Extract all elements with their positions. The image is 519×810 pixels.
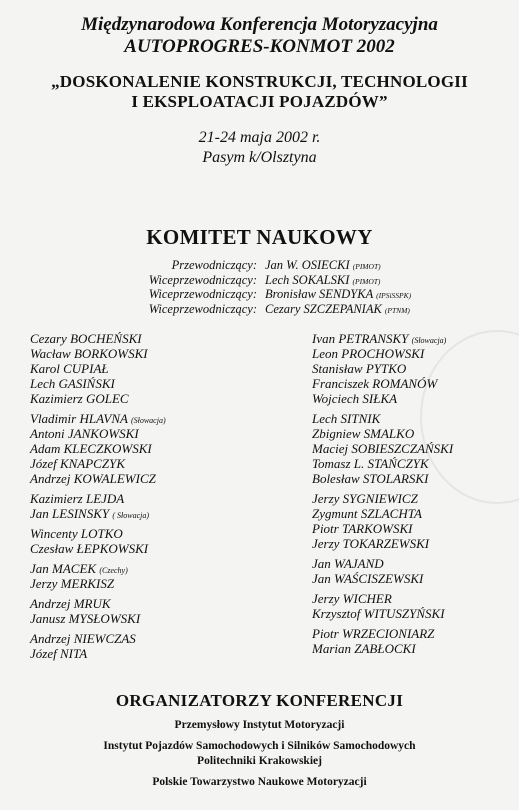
committee-member [30,491,166,506]
member-name: Jan WAŚCISZEWSKI [312,571,424,586]
chair-institution: (PIMOT) [352,276,381,286]
committee-member [30,576,166,591]
conference-acronym: AUTOPROGRES-KONMOT 2002 [124,36,395,57]
chair-institution: (PIMOT) [352,262,381,271]
committee-member [312,556,453,571]
committee-member [30,611,166,626]
committee-member [312,331,453,346]
committee-member [30,331,166,346]
committee-member [312,391,453,406]
committee-member [312,571,453,586]
members-left-column [30,331,166,661]
committee-member [30,426,166,441]
member-name: Jan WAJAND [312,556,384,571]
member-name: Wincenty LOTKO [30,526,123,541]
conference-location: Pasym k/Olsztyna [202,149,317,166]
committee-member [30,346,166,361]
member-name: Wojciech SIŁKA [312,391,398,406]
member-name: Stanisław PYTKO [312,361,407,376]
member-name: Piotr WRZECIONIARZ [312,626,435,641]
committee-title: KOMITET NAUKOWY [146,225,373,249]
committee-member [30,631,166,646]
committee-member [312,471,453,486]
member-name: Adam KLECZKOWSKI [30,441,152,456]
committee-member [30,526,166,541]
chair-name [265,302,410,319]
committee-member [312,426,453,441]
organizer-ptnm: Polskie Towarzystwo Naukowe Motoryzacji [152,776,367,788]
chair-role: Wiceprzewodniczący: [148,287,257,301]
member-name: Vladimir HLAVNA [30,411,128,426]
chair-institution: (PTNM) [384,305,410,315]
member-name: Kazimierz LEJDA [30,491,125,506]
member-name: Ivan PETRANSKY [312,331,409,346]
chair-row [0,287,519,302]
chair-person: Lech SOKALSKI [265,272,350,287]
chair-institution: (IPSiSSPK) [376,291,412,300]
member-name: Jerzy MERKISZ [30,576,115,591]
member-name: Bolesław STOLARSKI [312,471,429,486]
member-name: Piotr TARKOWSKI [312,521,413,536]
conference-theme-line1: „DOSKONALENIE KONSTRUKCJI, TECHNOLOGII [51,72,468,91]
committee-member [30,411,166,426]
committee-member [312,376,453,391]
member-name: Andrzej KOWALEWICZ [30,471,156,486]
committee-member [30,561,166,576]
committee-member [312,521,453,536]
member-country-note: ( Słowacja) [112,511,150,520]
member-name: Lech GASIŃSKI [30,376,115,391]
committee-member [30,376,166,391]
organizer-pimot: Przemysłowy Instytut Motoryzacji [174,719,345,731]
organizer-ipsiss-university: Politechniki Krakowskiej [197,755,322,767]
chair-row [0,302,519,317]
member-name: Krzysztof WITUSZYŃSKI [312,606,445,621]
member-name: Tomasz L. STAŃCZYK [312,456,429,471]
conference-theme-line2: I EKSPLOATACJI POJAZDÓW” [131,92,388,111]
conference-name: Międzynarodowa Konferencja Motoryzacyjna [81,14,438,35]
member-name: Marian ZABŁOCKI [312,641,416,656]
committee-member [312,626,453,641]
committee-member [312,441,453,456]
committee-member [312,491,453,506]
members-right-column [312,331,453,656]
member-name: Franciszek ROMANÓW [312,376,438,391]
member-name: Antoni JANKOWSKI [30,426,139,441]
member-name: Zygmunt SZLACHTA [312,506,422,521]
committee-chairs [0,258,519,316]
chair-person: Jan W. OSIECKI [265,258,350,272]
committee-member [312,641,453,656]
organizers-title: ORGANIZATORZY KONFERENCJI [115,691,404,710]
organizer-ipsiss: Instytut Pojazdów Samochodowych i Silników Samochodowych [103,740,416,752]
committee-member [312,606,453,621]
committee-member [312,411,453,426]
committee-member [312,456,453,471]
chair-person: Bronisław SENDYKA [265,287,374,301]
member-name: Jerzy SYGNIEWICZ [312,491,418,506]
member-name: Leon PROCHOWSKI [312,346,425,361]
committee-member [312,346,453,361]
committee-member [312,361,453,376]
member-name: Wacław BORKOWSKI [30,346,148,361]
member-name: Jan MACEK [30,561,97,576]
member-name: Andrzej NIEWCZAS [30,631,136,646]
member-name: Maciej SOBIESZCZAŃSKI [312,441,454,456]
member-name: Kazimierz GOLEC [30,391,129,406]
member-name: Cezary BOCHEŃSKI [30,331,142,346]
member-name: Jerzy WICHER [312,591,392,606]
member-name: Józef KNAPCZYK [30,456,125,471]
chair-role: Wiceprzewodniczący: [148,301,257,316]
committee-member [30,541,166,556]
committee-member [30,646,166,661]
chair-role: Wiceprzewodniczący: [148,272,257,287]
committee-member [30,471,166,486]
conference-dates: 21-24 maja 2002 r. [198,129,321,146]
member-name: Jan LESINSKY [30,506,110,521]
member-country-note: (Słowacja) [411,336,447,345]
member-name: Józef NITA [30,646,88,661]
member-name: Lech SITNIK [312,411,381,426]
committee-member [30,456,166,471]
committee-member [312,506,453,521]
member-name: Karol CUPIAŁ [30,361,109,376]
chair-row [0,258,519,273]
member-name: Czesław ŁEPKOWSKI [30,541,149,556]
chair-person: Cezary SZCZEPANIAK [265,301,382,316]
member-name: Andrzej MRUK [30,596,111,611]
committee-member [30,441,166,456]
committee-member [312,536,453,551]
chair-row [0,273,519,288]
member-name: Jerzy TOKARZEWSKI [312,536,430,551]
member-name: Zbigniew SMALKO [312,426,415,441]
chair-role: Przewodniczący: [171,258,257,272]
committee-member [30,596,166,611]
member-country-note: (Słowacja) [130,416,166,425]
committee-member [30,391,166,406]
committee-member [30,361,166,376]
committee-member [312,591,453,606]
member-name: Janusz MYSŁOWSKI [30,611,141,626]
member-country-note: (Czechy) [99,566,128,575]
committee-member [30,506,166,521]
